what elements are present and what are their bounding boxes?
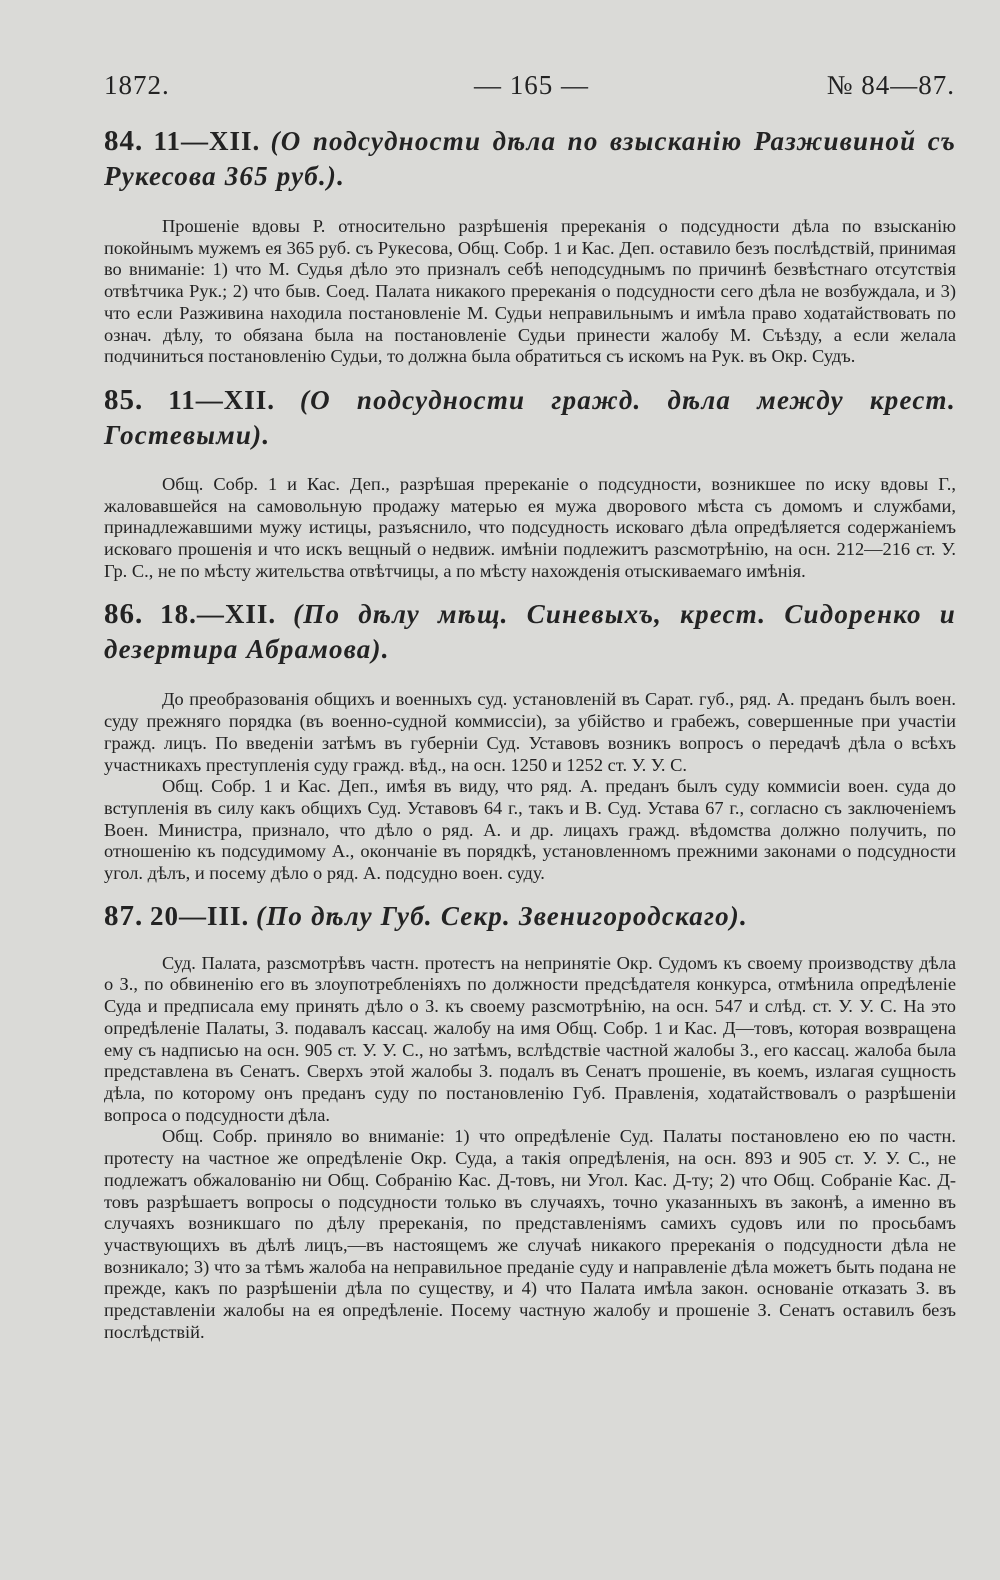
entry-84 bbox=[104, 124, 956, 368]
page-body bbox=[104, 124, 956, 1343]
entry-paragraph: Прошеніе вдовы Р. относительно разрѣшенія пререканія о подсудности дѣла по взысканію покойнымъ мужемъ ея 365 руб. съ Рукесова, Общ. Собр. 1 и Кас. Деп. оставило безъ послѣдствій, принимая во вниманіе: 1) что М. Судья дѣло это призналъ себѣ неподсуднымъ по причинѣ безвѣстнаго отсутствія отвѣтчика Рук.; 2) что быв. Соед. Палата никакого пререканія о подсудности сего дѣла не возбуждала, и 3) что если Разживина находила постановленіе М. Судьи неправильнымъ и имѣла право ходатайствовать по означ. дѣлу, то обязана была на постановленіе Судьи принести жалобу М. Съѣзду, а если желала подчиниться постановленію Судьи, то должна была обратиться съ искомъ на Рук. въ Окр. Судъ. bbox=[104, 216, 956, 367]
entry-number: 87. bbox=[104, 899, 144, 932]
page-number: — 165 — bbox=[474, 70, 589, 100]
entry-paragraph: Общ. Собр. 1 и Кас. Деп., разрѣшая пререканіе о подсудности, возникшее по иску вдовы Г., жаловавшейся на самовольную продажу матерью ея мужа дворового мѣста съ домомъ и службами, принадлежавшими мужу истицы, разъяснило, что подсудность исковаго дѣла опредѣляется содержаніемъ исковаго прошенія и что искъ вещный о недвиж. имѣніи подлежитъ разсмотрѣнію, на осн. 212—216 ст. У. Гр. С., не по мѣсту жительства отвѣтчицы, а по мѣсту нахожденія отыскиваемаго имѣнія. bbox=[104, 473, 956, 581]
entry-date: 18.—XII. bbox=[160, 599, 277, 630]
entry-heading bbox=[104, 899, 956, 934]
entry-subject: (О подсудности дѣла по взысканію Разживиной съ Рукесова 365 руб.). bbox=[104, 126, 956, 191]
entry-paragraph: Общ. Собр. 1 и Кас. Деп., имѣя въ виду, что ряд. А. преданъ былъ суду коммисіи воен. суда до вступленія въ силу какъ общихъ Суд. Уставовъ 64 г., такъ и В. Суд. Устава 67 г., согласно съ заключеніемъ Воен. Министра, призналo, что дѣло о ряд. А. и др. лицахъ гражд. вѣдомства должно получить, по отношенію къ подсудимому А., окончаніе въ порядкѣ, установленномъ прежними законами о подсудности угол. дѣлъ, и посему дѣло о ряд. А. подсудно воен. суду. bbox=[104, 776, 956, 884]
entry-paragraph: Суд. Палата, разсмотрѣвъ частн. протестъ на непринятіе Окр. Судомъ къ своему производству дѣла о З., по обвиненію его въ злоупотребленіяхъ по должности предсѣдателя конкурса, отмѣнила опредѣленіе Суда и предписала ему принять дѣло о З. къ своему разсмотрѣнію, на осн. 547 и слѣд. ст. У. У. С. На это опредѣленіе Палаты, З. подавалъ кассац. жалобу на имя Общ. Собр. 1 и Кас. Д—товъ, которая возвращена ему съ надписью на осн. 905 ст. У. У. С., но затѣмъ, вслѣдствіе частной жалобы З., его кассац. жалоба была представлена въ Сенатъ. Сверхъ этой жалобы З. подалъ въ Сенатъ прошеніе, въ коемъ, излагая сущность дѣла, по которому онъ преданъ суду по постановленію Губ. Правленія, ходатайствовалъ о разрѣшеніи вопроса о подсудности дѣла. bbox=[104, 952, 956, 1125]
running-header bbox=[104, 70, 955, 106]
entry-paragraph: Общ. Собр. приняло во вниманіе: 1) что опредѣленіе Суд. Палаты постановлено ею по частн. протесту на частное же опредѣленіе Окр. Суда, а такія опредѣленія, на осн. 893 и 905 ст. У. У. С., не подлежатъ обжалованію ни Общ. Собранію Кас. Д-товъ, ни Угол. Кас. Д-ту; 2) что Общ. Собраніе Кас. Д-товъ разрѣшаетъ вопросы о подсудности только въ случаяхъ, точно указанныхъ въ законѣ, а именно въ случаяхъ возникшаго по дѣлу пререканія, по представленіямъ самихъ судовъ или по просьбамъ участвующихъ въ дѣлѣ лицъ,—въ настоящемъ же случаѣ никакого пререканія о подсудности дѣла не возникало; 3) что за тѣмъ жалоба на неправильное преданіе суду и направленіе дѣла можетъ быть подана не прежде, какъ по разрѣшеніи дѣла по существу, и 4) что Палата имѣла закон. основаніе отказать З. въ представленіи жалобы на ея опредѣленіе. Посему частную жалобу и прошеніе З. Сенатъ оставилъ безъ послѣдствій. bbox=[104, 1126, 956, 1342]
entry-86 bbox=[104, 597, 956, 884]
entry-heading bbox=[104, 124, 956, 194]
entry-subject: (По дѣлу Губ. Секр. Звенигородскаго). bbox=[256, 900, 748, 931]
entry-number: 86. bbox=[104, 598, 144, 631]
entry-heading bbox=[104, 597, 956, 667]
entry-number: 85. bbox=[104, 383, 144, 416]
entry-heading bbox=[104, 383, 956, 453]
header-year: 1872. bbox=[104, 70, 170, 100]
entry-87 bbox=[104, 899, 956, 1344]
entry-date: 20—III. bbox=[150, 900, 250, 931]
entry-date: 11—XII. bbox=[168, 384, 275, 415]
entry-date: 11—XII. bbox=[153, 126, 261, 156]
entry-number: 84. bbox=[104, 125, 144, 157]
entry-subject: (О подсудности гражд. дѣла между крест. Гостевыми). bbox=[104, 384, 957, 450]
header-entries-range: № 84—87. bbox=[826, 70, 955, 100]
entry-paragraph: До преобразованія общихъ и военныхъ суд. установленій въ Сарат. губ., ряд. А. преданъ былъ воен. суду прежняго порядка (въ военно-судной коммиссіи), за убійство и грабежъ, совершенные при участіи гражд. лицъ. По введеніи затѣмъ въ губерніи Суд. Уставовъ возникъ вопросъ о передачѣ дѣла о всѣхъ участникахъ преступленія суду гражд. вѣд., на осн. 1250 и 1252 ст. У. У. С. bbox=[104, 689, 956, 775]
entry-85 bbox=[104, 383, 956, 583]
entry-subject: (По дѣлу мѣщ. Синевыхъ, крест. Сидоренко и дезертира Абрамова). bbox=[104, 599, 957, 665]
